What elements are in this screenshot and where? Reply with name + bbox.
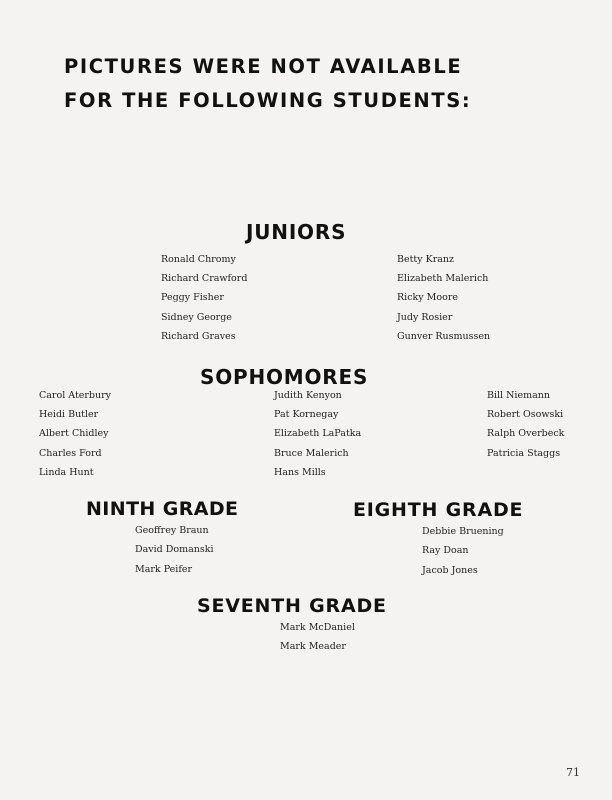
ninth-grade-name: Geoffrey Braun <box>135 525 209 536</box>
sophomores-heading: SOPHOMORES <box>200 365 369 389</box>
eighth-grade-name: Ray Doan <box>422 545 469 556</box>
sophomore-name: Heidi Butler <box>39 409 99 420</box>
sophomore-name: Carol Aterbury <box>39 390 112 401</box>
sophomore-name: Robert Osowski <box>487 409 564 420</box>
seventh-grade-name: Mark Meader <box>280 641 346 652</box>
junior-name: Gunver Rusmussen <box>397 331 491 342</box>
sophomore-name: Linda Hunt <box>39 467 94 478</box>
sophomore-name: Bill Niemann <box>487 390 550 401</box>
junior-name: Richard Crawford <box>161 273 248 284</box>
sophomore-name: Albert Chidley <box>39 428 109 439</box>
sophomore-name: Judith Kenyon <box>274 390 342 401</box>
sophomore-name: Charles Ford <box>39 448 102 459</box>
seventh-grade-heading: SEVENTH GRADE <box>197 595 387 617</box>
sophomore-name: Pat Kornegay <box>274 409 339 420</box>
junior-name: Elizabeth Malerich <box>397 273 489 284</box>
junior-name: Sidney George <box>161 312 232 323</box>
junior-name: Richard Graves <box>161 331 236 342</box>
page-title <box>64 50 544 118</box>
junior-name: Judy Rosier <box>397 312 453 323</box>
junior-name: Ronald Chromy <box>161 254 236 265</box>
junior-name: Peggy Fisher <box>161 292 224 303</box>
page-number: 71 <box>566 766 580 779</box>
ninth-grade-name: Mark Peifer <box>135 564 193 575</box>
eighth-grade-heading: EIGHTH GRADE <box>353 499 524 521</box>
ninth-grade-heading: NINTH GRADE <box>86 498 239 520</box>
ninth-grade-name: David Domanski <box>135 544 214 555</box>
sophomore-name: Hans Mills <box>274 467 326 478</box>
junior-name: Betty Kranz <box>397 254 455 265</box>
junior-name: Ricky Moore <box>397 292 458 303</box>
sophomore-name: Elizabeth LaPatka <box>274 428 362 439</box>
eighth-grade-name: Jacob Jones <box>422 565 478 576</box>
sophomore-name: Patricia Staggs <box>487 448 561 459</box>
sophomore-name: Ralph Overbeck <box>487 428 565 439</box>
title-line-1: PICTURES WERE NOT AVAILABLE <box>64 55 463 78</box>
juniors-heading: JUNIORS <box>246 220 347 244</box>
sophomore-name: Bruce Malerich <box>274 448 349 459</box>
title-line-2: FOR THE FOLLOWING STUDENTS: <box>64 89 472 112</box>
eighth-grade-name: Debbie Bruening <box>422 526 504 537</box>
seventh-grade-name: Mark McDaniel <box>280 622 355 633</box>
